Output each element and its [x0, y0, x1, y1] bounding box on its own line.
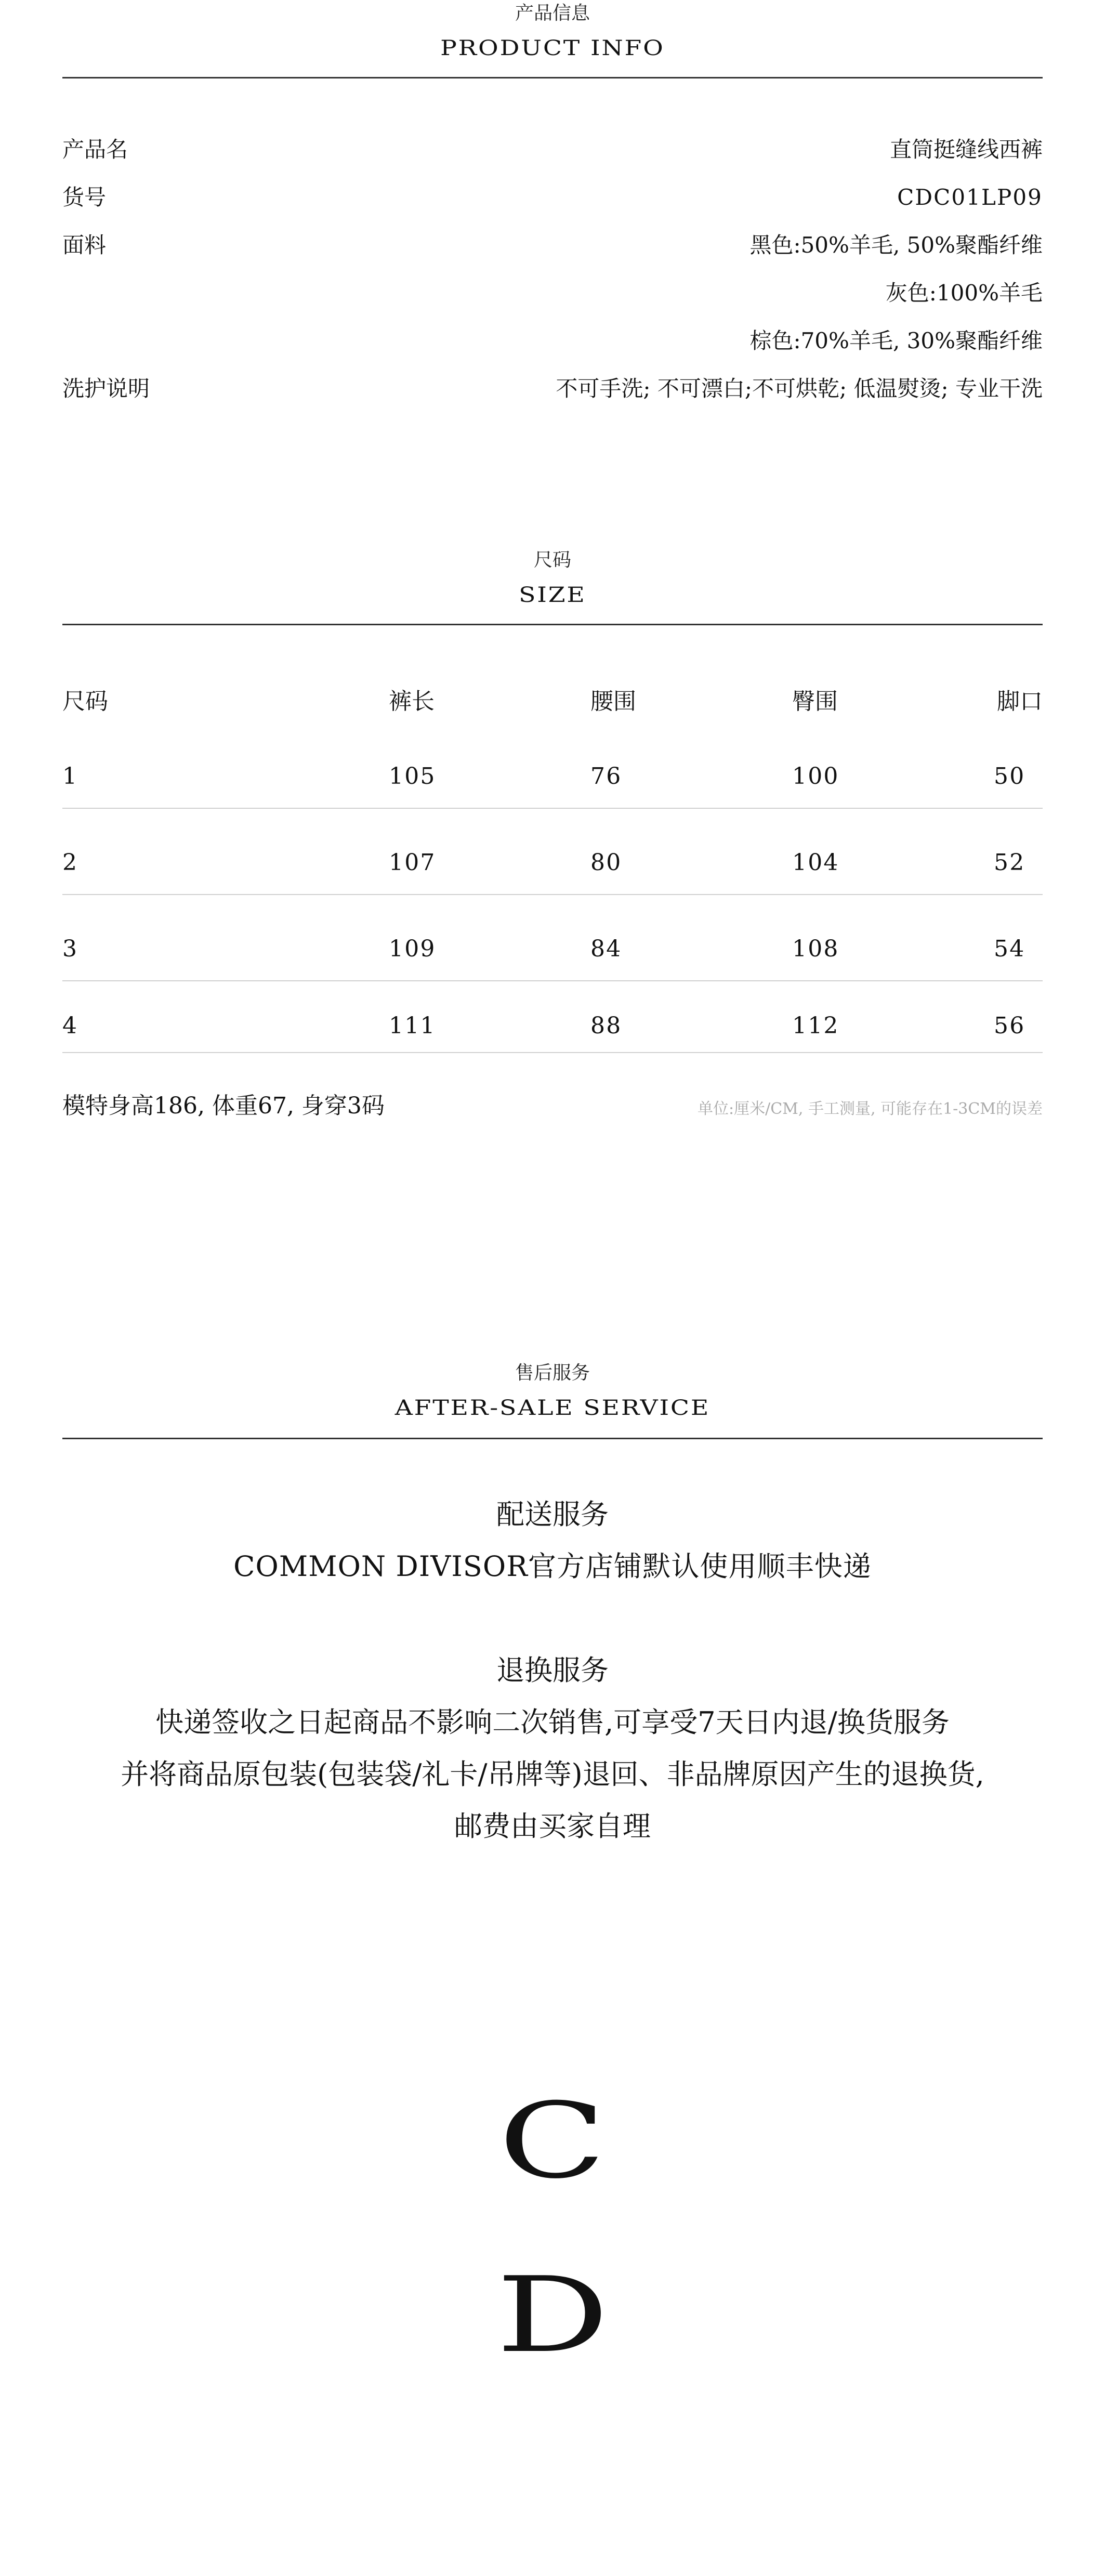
table-cell: 111 — [389, 1013, 436, 1039]
return-line: 快递签收之日起商品不影响二次销售,可享受7天日内退/换货服务 — [155, 1706, 950, 1739]
info-row-fabric-brown — [62, 325, 1043, 357]
size-title-cn: 尺码 — [533, 549, 571, 571]
info-value: 直筒挺缝线西裤 — [889, 137, 1043, 162]
info-row-product-name — [62, 134, 1043, 165]
table-cell: 109 — [389, 936, 436, 962]
delivery-text: COMMON DIVISOR官方店铺默认使用顺丰快递 — [233, 1550, 872, 1583]
table-cell: 52 — [994, 849, 1025, 876]
size-col-header: 腰围 — [590, 688, 636, 715]
product-info-divider — [62, 77, 1043, 78]
brand-logo-c: C — [498, 2081, 607, 2202]
table-cell: 100 — [792, 763, 839, 790]
table-cell: 4 — [62, 1013, 78, 1039]
info-label: 产品名 — [62, 137, 128, 162]
table-cell: 54 — [994, 936, 1025, 962]
after-sale-divider — [62, 1438, 1043, 1439]
table-cell: 56 — [994, 1013, 1025, 1039]
table-cell: 108 — [792, 936, 839, 962]
table-cell: 1 — [62, 763, 78, 790]
unit-note: 单位:厘米/CM, 手工测量, 可能存在1-3CM的误差 — [697, 1100, 1043, 1118]
info-value: 黑色:50%羊毛, 50%聚酯纤维 — [749, 232, 1043, 258]
size-col-header: 脚口 — [997, 688, 1043, 715]
size-title-en: SIZE — [519, 583, 586, 607]
after-sale-title-cn: 售后服务 — [515, 1362, 590, 1384]
table-cell: 104 — [792, 849, 839, 876]
return-line: 并将商品原包装(包装袋/礼卡/吊牌等)退回、非品牌原因产生的退换货, — [121, 1758, 984, 1791]
size-header — [62, 549, 1043, 608]
table-cell: 2 — [62, 849, 78, 876]
table-cell: 105 — [389, 763, 436, 790]
info-row-fabric-black — [62, 230, 1043, 261]
table-cell: 3 — [62, 936, 78, 962]
table-cell: 80 — [590, 849, 622, 876]
row-divider — [62, 808, 1043, 809]
after-sale-title-en: AFTER-SALE SERVICE — [394, 1396, 711, 1420]
table-cell: 107 — [389, 849, 436, 876]
info-row-fabric-grey — [62, 278, 1043, 309]
info-value: 棕色:70%羊毛, 30%聚酯纤维 — [749, 328, 1043, 353]
table-cell: 50 — [994, 763, 1025, 790]
delivery-title: 配送服务 — [496, 1498, 609, 1531]
info-label: 面料 — [62, 232, 107, 258]
info-row-care — [62, 373, 1043, 404]
info-value: 不可手洗; 不可漂白;不可烘乾; 低温熨烫; 专业干洗 — [556, 376, 1043, 401]
product-info-title-en: PRODUCT INFO — [440, 36, 665, 60]
info-value: 灰色:100%羊毛 — [885, 280, 1043, 306]
table-cell: 112 — [792, 1013, 839, 1039]
size-col-header: 臀围 — [792, 688, 838, 715]
size-col-header: 尺码 — [62, 688, 108, 715]
product-info-header — [62, 2, 1043, 61]
table-cell: 76 — [590, 763, 622, 790]
table-cell: 84 — [590, 936, 622, 962]
brand-logo-d: D — [496, 2255, 609, 2376]
info-label: 洗护说明 — [62, 376, 150, 401]
return-title: 退换服务 — [496, 1654, 609, 1687]
product-info-title-cn: 产品信息 — [515, 3, 590, 24]
after-sale-header — [62, 1362, 1043, 1421]
info-value: CDC01LP09 — [897, 185, 1043, 210]
return-line: 邮费由买家自理 — [454, 1810, 651, 1843]
model-note: 模特身高186, 体重67, 身穿3码 — [62, 1093, 385, 1119]
info-row-sku — [62, 182, 1043, 213]
row-divider — [62, 980, 1043, 981]
info-label: 货号 — [62, 185, 107, 210]
size-divider — [62, 624, 1043, 625]
table-cell: 88 — [590, 1013, 622, 1039]
size-col-header: 裤长 — [389, 688, 435, 715]
row-divider — [62, 1052, 1043, 1053]
row-divider — [62, 894, 1043, 895]
